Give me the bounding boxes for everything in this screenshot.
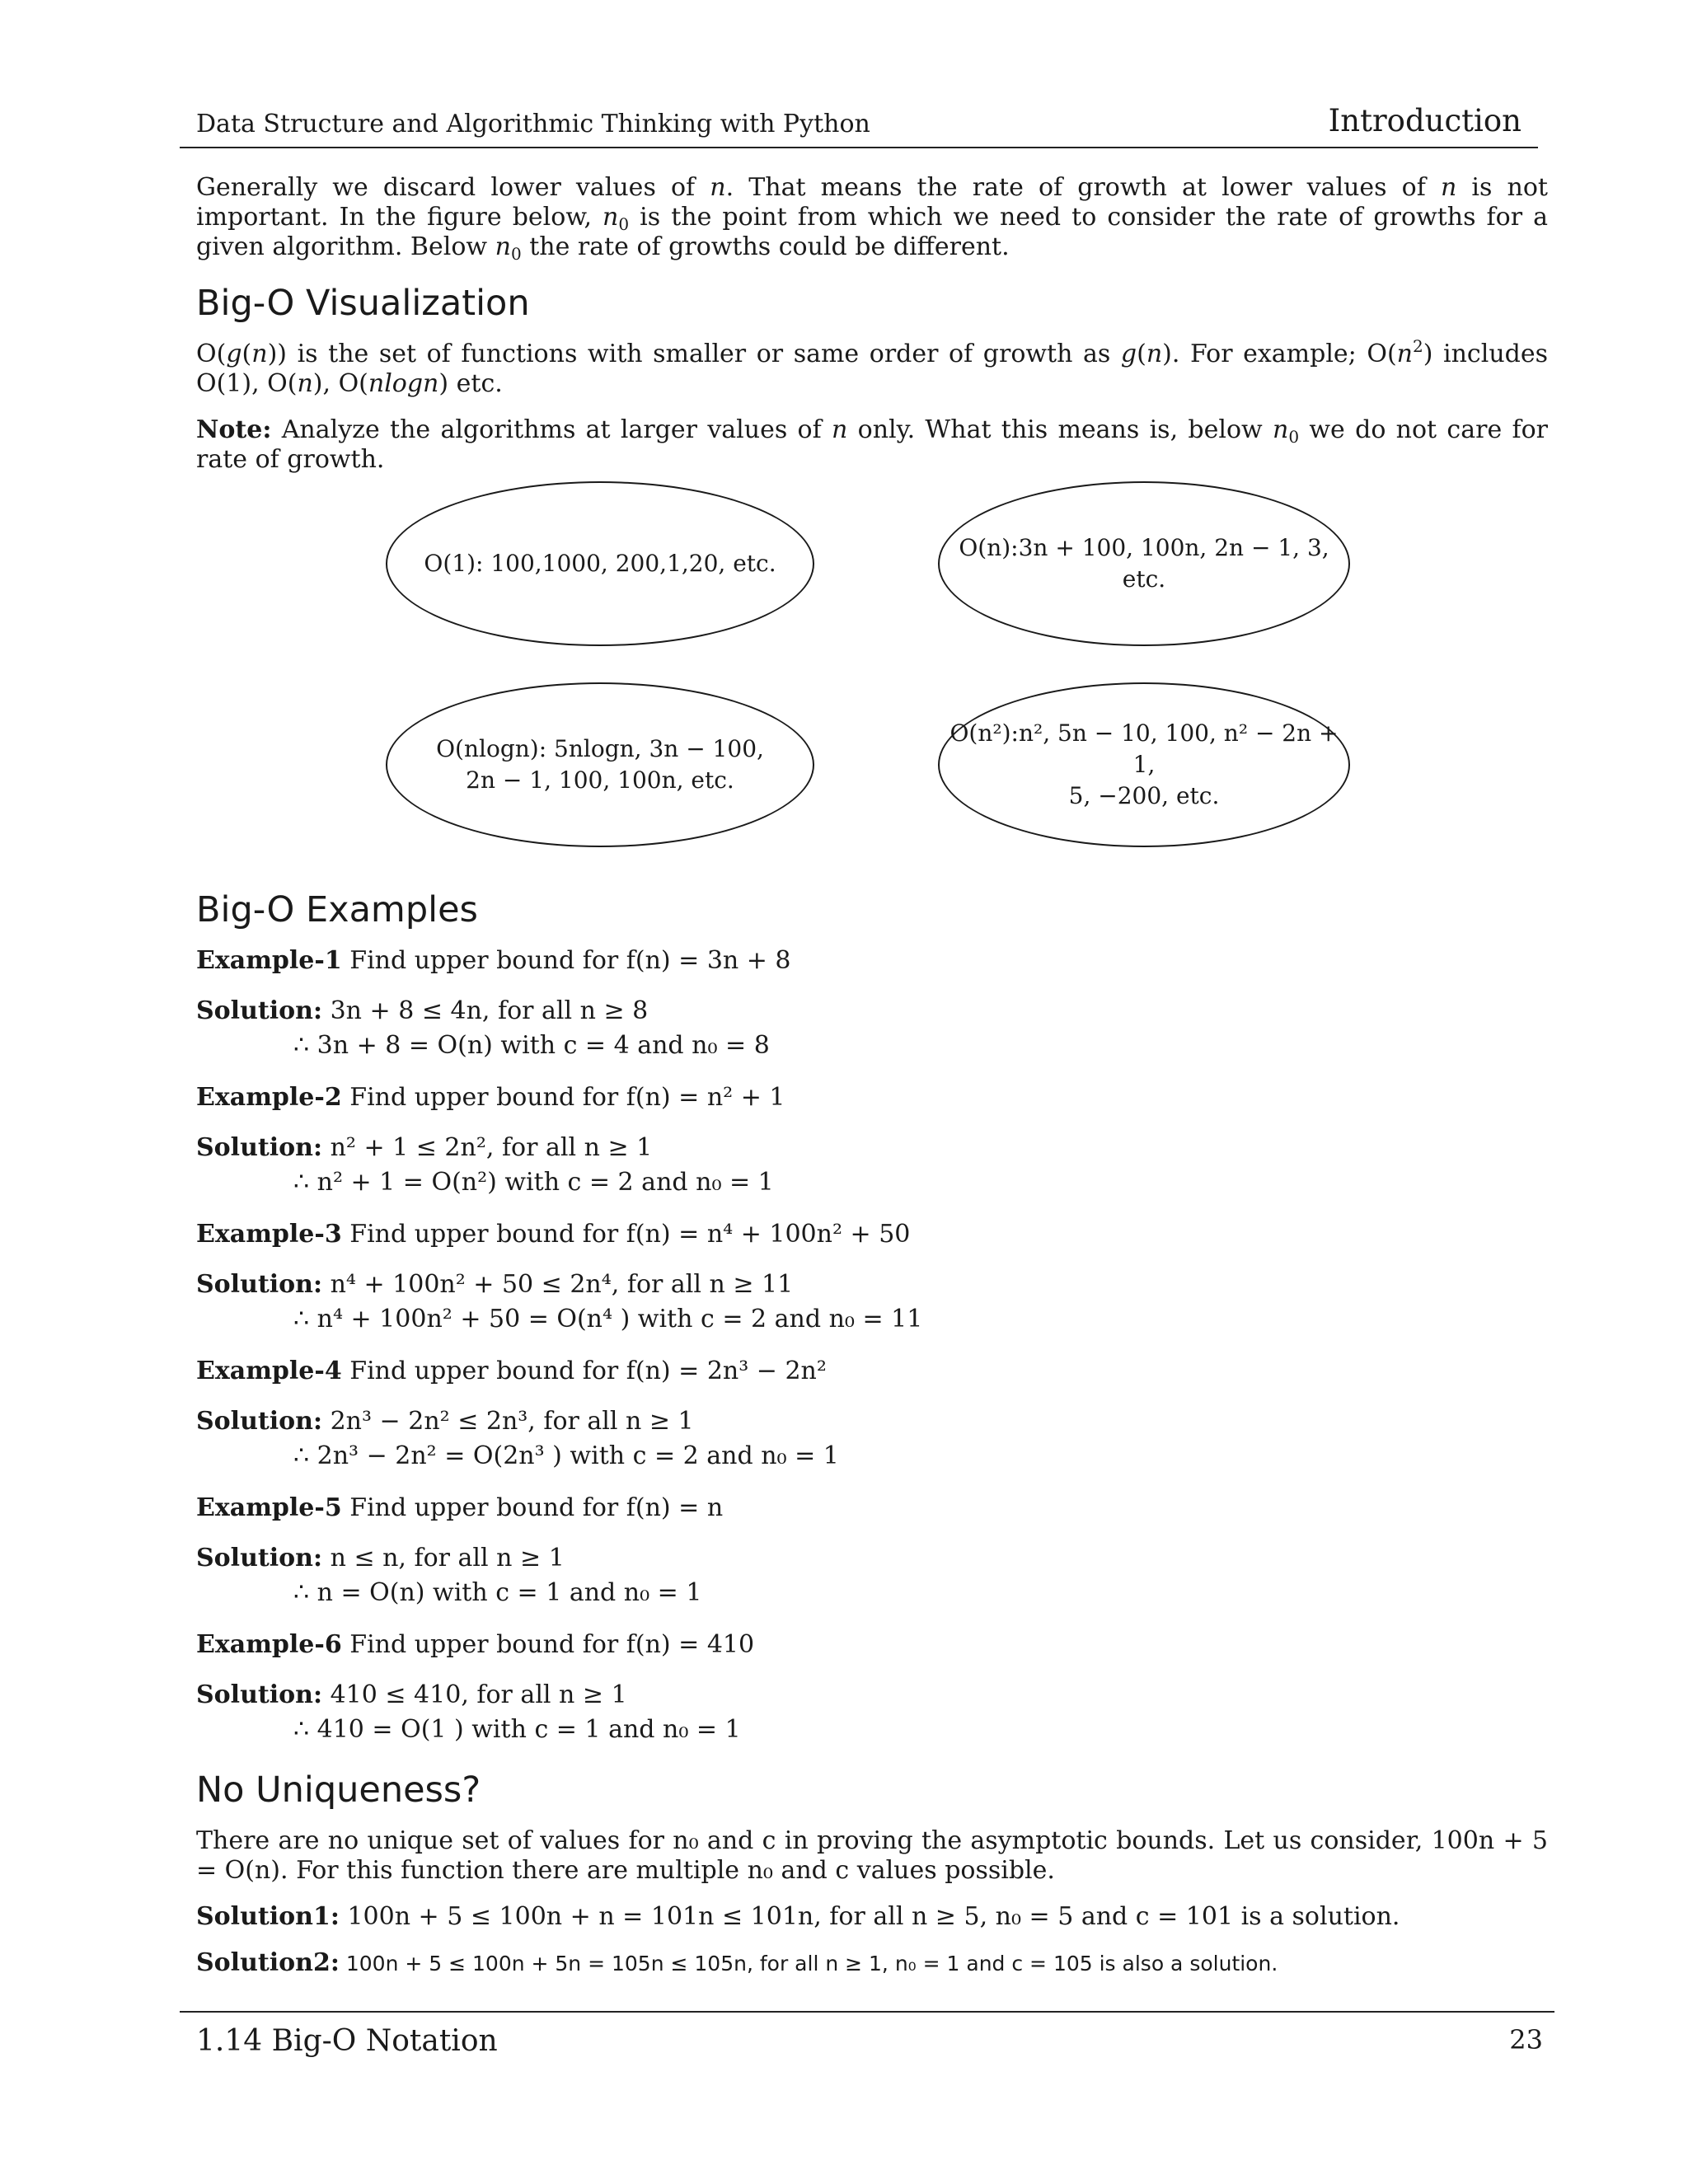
ellipse-onlogn: [386, 682, 814, 847]
section-title-examples: Big-O Examples: [196, 889, 478, 930]
example-problem: Example-3 Find upper bound for f(n) = n⁴ + 100n² + 50: [196, 1220, 911, 1249]
uniqueness-solution-2: Solution2: 100n + 5 ≤ 100n + 5n = 105n ≤ 105n, for all n ≥ 1, n₀ = 1 and c = 105 is also a solution.: [196, 1948, 1278, 1977]
definition-paragraph: O(g(n)) is the set of functions with smaller or same order of growth as g(n). For example; $O(n^2)$ includes O(1), O(n), O(nlogn) etc.: [196, 336, 1549, 398]
example-block: [196, 946, 1548, 1063]
example-problem: Example-6 Find upper bound for f(n) = 410: [196, 1630, 755, 1659]
ellipse-on2-line2: 5, −200, etc.: [1068, 782, 1220, 809]
example-solution: Solution: n⁴ + 100n² + 50 ≤ 2n⁴, for all n ≥ 11: [196, 1270, 794, 1299]
section-title-uniqueness: No Uniqueness?: [196, 1769, 481, 1811]
example-problem: Example-1 Find upper bound for f(n) = 3n + 8: [196, 946, 791, 975]
intro-paragraph: Generally we discard lower values of n. That means the rate of growth at lower values of n is not important. In the figure below, $n_0$ is the point from which we need to consider the rate of growths for a given algorithm. Below $n_0$ the rate of growths could be different.: [196, 173, 1548, 264]
example-solution: Solution: 2n³ − 2n² ≤ 2n³, for all n ≥ 1: [196, 1407, 694, 1436]
example-conclusion: ∴ n = O(n) with c = 1 and n₀ = 1: [293, 1578, 702, 1607]
ellipse-o1: [386, 481, 814, 646]
uniqueness-paragraph: There are no unique set of values for n₀ and c in proving the asymptotic bounds. Let us consider, 100n + 5 = O(n). For this function there are multiple n₀ and c values possible.: [196, 1826, 1548, 1885]
page-number: 23: [1509, 2024, 1543, 2055]
ellipse-on2-line1: O(n²):n², 5n − 10, 100, n² − 2n + 1,: [950, 719, 1339, 778]
note-paragraph: Note: Analyze the algorithms at larger values of n only. What this means is, below $n_0$ we do not care for rate of growth.: [196, 415, 1549, 474]
example-problem: Example-2 Find upper bound for f(n) = n² + 1: [196, 1083, 785, 1112]
example-problem: Example-5 Find upper bound for f(n) = n: [196, 1493, 724, 1522]
ellipse-onlogn-line1: O(nlogn): 5nlogn, 3n − 100,: [436, 735, 764, 762]
example-conclusion: ∴ n⁴ + 100n² + 50 = O(n⁴ ) with c = 2 and n₀ = 11: [293, 1305, 923, 1333]
example-solution: Solution: 410 ≤ 410, for all n ≥ 1: [196, 1680, 627, 1709]
ellipse-on2: [938, 682, 1350, 847]
chapter-title: Introduction: [1328, 103, 1522, 138]
page-footer: [180, 2011, 1554, 2058]
section-title-visualization: Big-O Visualization: [196, 283, 530, 324]
footer-section: 1.14 Big-O Notation: [196, 2024, 498, 2058]
example-conclusion: ∴ 410 = O(1 ) with c = 1 and n₀ = 1: [293, 1715, 741, 1744]
ellipse-on-label: O(n):3n + 100, 100n, 2n − 1, 3, etc.: [959, 534, 1329, 593]
example-conclusion: ∴ 2n³ − 2n² = O(2n³ ) with c = 2 and n₀ = 1: [293, 1441, 839, 1470]
example-solution: Solution: n ≤ n, for all n ≥ 1: [196, 1544, 565, 1572]
example-conclusion: ∴ n² + 1 = O(n²) with c = 2 and n₀ = 1: [293, 1168, 774, 1197]
uniqueness-solution-1: Solution1: 100n + 5 ≤ 100n + n = 101n ≤ 101n, for all n ≥ 5, n₀ = 5 and c = 101 is a solution.: [196, 1902, 1400, 1931]
page-header: [180, 99, 1538, 148]
example-conclusion: ∴ 3n + 8 = O(n) with c = 4 and n₀ = 8: [293, 1031, 770, 1060]
ellipse-o1-label: O(1): 100,1000, 200,1,20, etc.: [424, 550, 776, 577]
example-block: [196, 1357, 1548, 1474]
example-solution: Solution: n² + 1 ≤ 2n², for all n ≥ 1: [196, 1133, 653, 1162]
example-block: [196, 1083, 1548, 1200]
examples-list: [196, 946, 1548, 1747]
example-block: [196, 1220, 1548, 1337]
example-solution: Solution: 3n + 8 ≤ 4n, for all n ≥ 8: [196, 996, 649, 1025]
big-o-diagram: [196, 481, 1548, 875]
book-title: Data Structure and Algorithmic Thinking with Python: [196, 110, 870, 138]
example-block: [196, 1630, 1548, 1747]
ellipse-on: [938, 481, 1350, 646]
example-block: [196, 1493, 1548, 1610]
example-problem: Example-4 Find upper bound for f(n) = 2n³ − 2n²: [196, 1357, 827, 1385]
page-content: [196, 173, 1548, 1979]
ellipse-onlogn-line2: 2n − 1, 100, 100n, etc.: [466, 766, 734, 794]
